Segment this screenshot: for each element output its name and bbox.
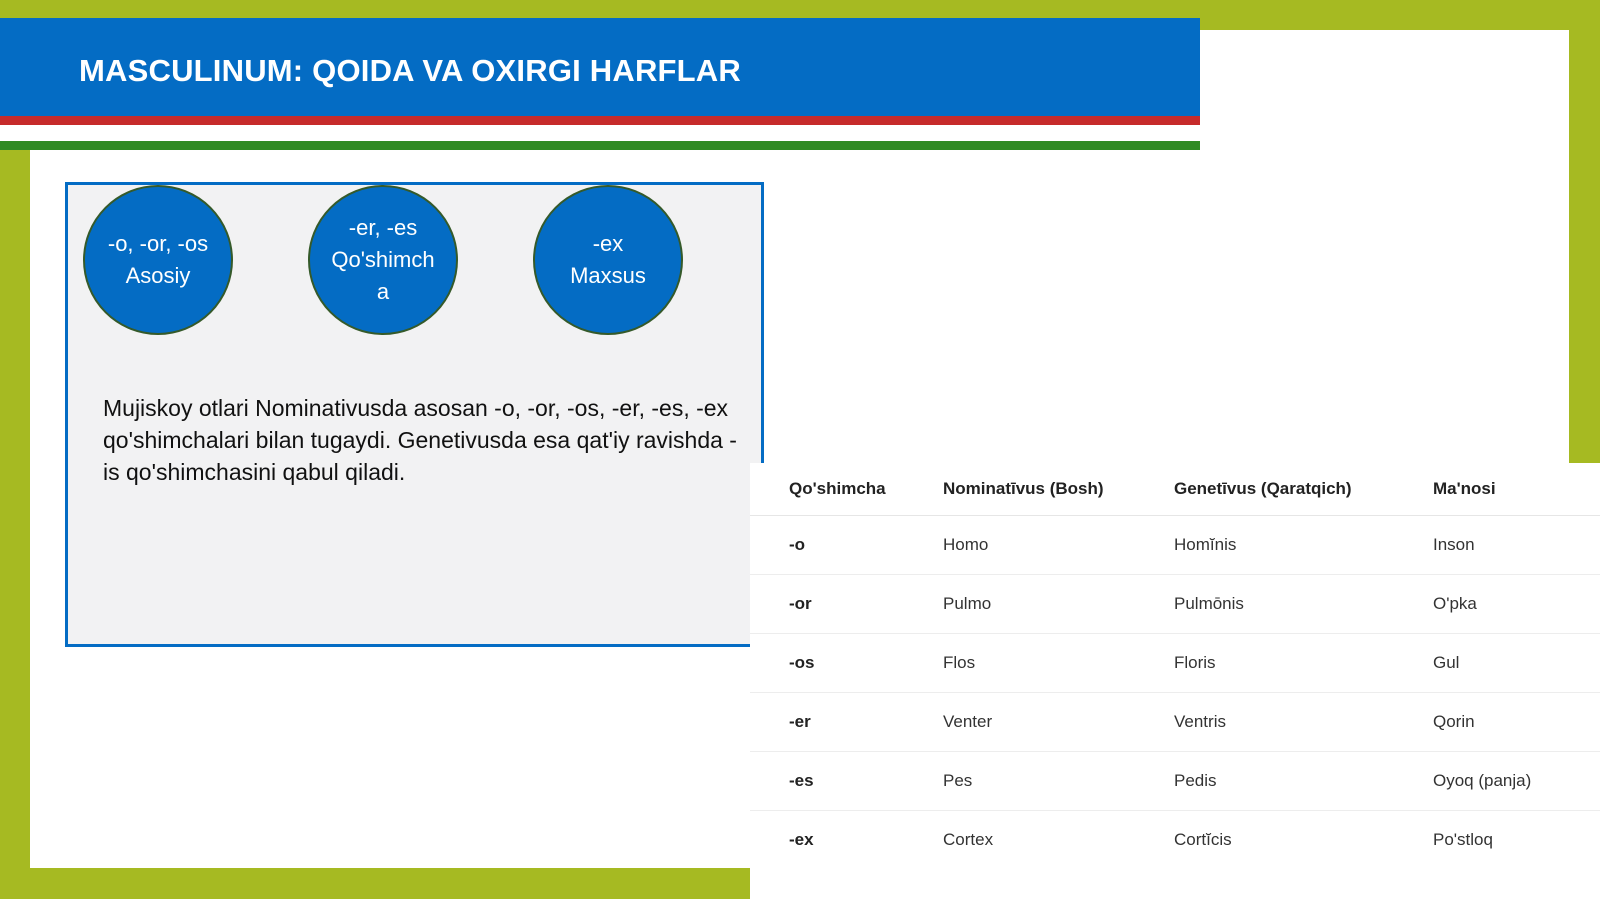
cell-genitive: Ventris [1174,693,1433,752]
circle-suffixes: -er, -es [348,215,418,240]
flag-stripe-white [0,125,1200,141]
column-header-meaning: Ma'nosi [1433,463,1600,516]
rule-description: Mujiskoy otlari Nominativusda asosan -o, -or, -os, -er, -es, -ex qo'shimchalari bilan tugaydi. Genetivusda esa qat'iy ravishda -is qo'shimchasini qabul qiladi. [103,395,737,485]
suffix-circle-additional [308,185,458,335]
table-row [750,693,1600,752]
cell-suffix: -or [750,575,943,634]
cell-suffix: -os [750,634,943,693]
table-row [750,575,1600,634]
table-row [750,752,1600,811]
cell-meaning: Po'stloq [1433,830,1493,849]
declension-table-card [750,463,1600,899]
circle-label: Maxsus [570,263,646,288]
cell-suffix: -ex [789,830,814,849]
table-header-row [750,463,1600,516]
column-header-genitive: Genetīvus (Qaratqich) [1174,463,1433,516]
cell-meaning: Qorin [1433,693,1600,752]
cell-meaning: O'pka [1433,575,1600,634]
title-banner [0,18,1200,116]
declension-table [750,463,1600,869]
cell-suffix: -o [750,516,943,575]
cell-nominative: Pulmo [943,575,1174,634]
cell-meaning: Inson [1433,516,1600,575]
cell-genitive: Floris [1174,634,1433,693]
column-header-suffix: Qo'shimcha [750,463,943,516]
circle-label: Asosiy [125,263,191,288]
cell-suffix: -es [750,752,943,811]
table-row [750,516,1600,575]
cell-nominative: Homo [943,516,1174,575]
cell-nominative: Venter [943,693,1174,752]
cell-meaning: Gul [1433,634,1600,693]
circle-label: Qo'shimch [331,247,435,272]
cell-meaning: Oyoq (panja) [1433,752,1600,811]
suffix-circle-basic [83,185,233,335]
circle-suffixes: -ex [592,231,624,256]
cell-nominative: Pes [943,752,1174,811]
rules-panel [65,182,764,647]
cell-genitive: Cortĭcis [1174,830,1232,849]
column-header-nominative: Nominatīvus (Bosh) [943,463,1174,516]
cell-suffix: -er [750,693,943,752]
circle-suffixes: -o, -or, -os [107,231,209,256]
bottom-frame-bar [0,868,750,899]
cell-nominative: Flos [943,634,1174,693]
table-row [750,811,1600,870]
cell-genitive: Homĭnis [1174,516,1433,575]
slide-title: MASCULINUM: QOIDA VA OXIRGI HARFLAR [79,53,741,88]
table-row [750,634,1600,693]
circle-label-wrap: a [376,279,390,304]
flag-stripe-red [0,116,1200,125]
suffix-circle-special [533,185,683,335]
cell-nominative: Cortex [943,830,994,849]
flag-stripe-green [0,141,1200,150]
cell-genitive: Pedis [1174,752,1433,811]
cell-genitive: Pulmōnis [1174,575,1433,634]
